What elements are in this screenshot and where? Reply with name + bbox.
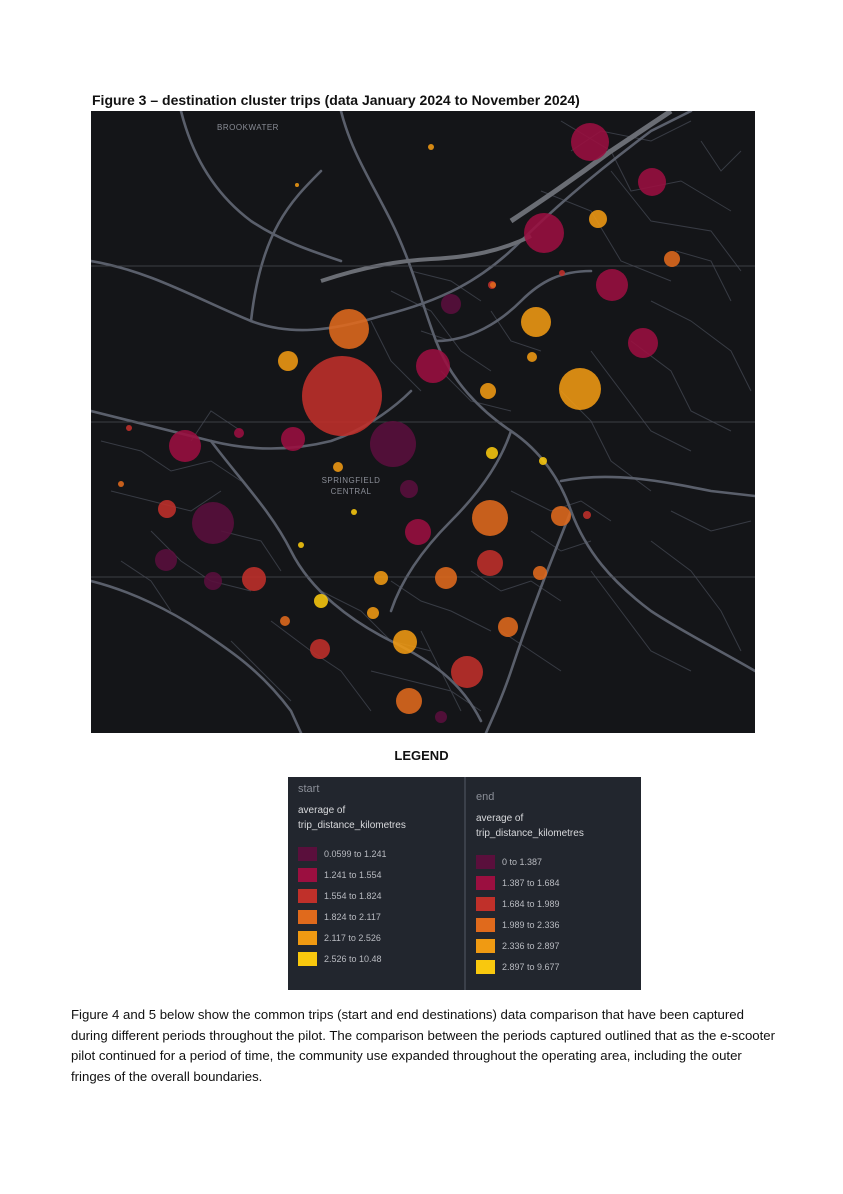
cluster-bubble[interactable] [126,425,132,431]
legend-swatch [476,918,495,932]
legend-start-row [298,843,454,864]
cluster-bubble[interactable] [158,500,176,518]
legend-end-subtitle: average of trip_distance_kilometres [476,813,584,839]
legend-range: 2.897 to 9.677 [502,961,560,972]
cluster-bubble[interactable] [367,607,379,619]
legend-range: 1.989 to 2.336 [502,919,560,930]
legend-range: 1.684 to 1.989 [502,898,560,909]
cluster-bubble[interactable] [441,294,461,314]
cluster-bubble[interactable] [551,506,571,526]
legend-start-row [298,906,454,927]
cluster-bubble[interactable] [370,421,416,467]
cluster-bubble[interactable] [524,213,564,253]
cluster-bubble[interactable] [486,447,498,459]
body-paragraph: Figure 4 and 5 below show the common trips (start and end destinations) data comparison that have been captured during different periods throughout the pilot. The comparison between the periods captured outlined that as the e-scooter pilot continued for a period of time, the community use expanded throughout the operating area, including the outer fringes of the overall boundaries. [71,1007,776,1084]
cluster-bubble[interactable] [664,251,680,267]
legend-start-row [298,927,454,948]
cluster-bubble[interactable] [583,511,591,519]
legend-swatch [476,876,495,890]
cluster-bubble[interactable] [393,630,417,654]
cluster-bubble[interactable] [118,481,124,487]
legend-swatch [476,939,495,953]
map-label-brookwater: BROOKWATER [217,123,279,132]
cluster-bubble[interactable] [435,567,457,589]
legend-range: 2.117 to 2.526 [324,932,381,943]
cluster-bubble[interactable] [596,269,628,301]
legend-end-row [476,956,630,977]
cluster-bubble[interactable] [571,123,609,161]
map-label-springfield: SPRINGFIELD CENTRAL [321,476,381,496]
cluster-bubble[interactable] [234,428,244,438]
cluster-bubble[interactable] [435,711,447,723]
cluster-bubble[interactable] [374,571,388,585]
legend-swatch [298,931,317,945]
cluster-bubble[interactable] [155,549,177,571]
cluster-bubble[interactable] [428,144,434,150]
cluster-bubble[interactable] [242,567,266,591]
legend-start-subtitle: average of trip_distance_kilometres [298,805,406,831]
legend-swatch [476,897,495,911]
legend-end-row [476,872,630,893]
cluster-bubble[interactable] [400,480,418,498]
legend-swatch [298,868,317,882]
cluster-bubble[interactable] [589,210,607,228]
legend-swatch [298,847,317,861]
cluster-bubble[interactable] [498,617,518,637]
legend-start-row [298,948,454,969]
cluster-bubble[interactable] [204,572,222,590]
cluster-bubble[interactable] [329,309,369,349]
legend-end-panel [464,777,640,990]
cluster-bubble[interactable] [351,509,357,515]
cluster-bubble[interactable] [527,352,537,362]
cluster-bubble[interactable] [405,519,431,545]
legend-end-title: end [476,791,495,803]
legend-range: 2.526 to 10.48 [324,953,382,964]
cluster-bubble[interactable] [278,351,298,371]
legend-end-row [476,851,630,872]
legend-start-row [298,864,454,885]
legend-box [288,777,641,990]
cluster-bubble[interactable] [533,566,547,580]
minor-roads [101,121,751,711]
cluster-bubble[interactable] [472,500,508,536]
map-canvas [91,111,755,733]
cluster-bubble[interactable] [416,349,450,383]
cluster-bubble[interactable] [298,542,304,548]
cluster-bubble[interactable] [539,457,547,465]
legend-swatch [476,960,495,974]
legend-swatch [298,910,317,924]
legend-heading: LEGEND [394,748,449,763]
cluster-map[interactable] [91,111,755,733]
legend-range: 2.336 to 2.897 [502,940,560,951]
cluster-bubble[interactable] [314,594,328,608]
cluster-bubble[interactable] [521,307,551,337]
legend-range: 1.241 to 1.554 [324,869,382,880]
legend-end-row [476,893,630,914]
legend-swatch [298,952,317,966]
cluster-bubble[interactable] [451,656,483,688]
cluster-bubble[interactable] [628,328,658,358]
cluster-bubble[interactable] [477,550,503,576]
cluster-bubble[interactable] [295,183,299,187]
cluster-bubble[interactable] [302,356,382,436]
legend-start-title: start [298,783,320,795]
figure-title: Figure 3 – destination cluster trips (data January 2024 to November 2024) [92,92,580,108]
cluster-bubble[interactable] [333,462,343,472]
cluster-bubble[interactable] [192,502,234,544]
legend-start-panel [288,777,464,990]
legend-range: 0.0599 to 1.241 [324,848,387,859]
cluster-bubble[interactable] [638,168,666,196]
legend-end-row [476,935,630,956]
legend-end-rows [476,851,630,977]
legend-swatch [476,855,495,869]
cluster-bubble[interactable] [559,270,565,276]
legend-start-rows [298,843,454,969]
cluster-bubble[interactable] [310,639,330,659]
cluster-bubble[interactable] [281,427,305,451]
cluster-bubble[interactable] [169,430,201,462]
cluster-bubble[interactable] [559,368,601,410]
legend-range: 0 to 1.387 [502,856,543,867]
cluster-bubble[interactable] [480,383,496,399]
legend-start-row [298,885,454,906]
legend-range: 1.554 to 1.824 [324,890,382,901]
legend-swatch [298,889,317,903]
cluster-bubble[interactable] [280,616,290,626]
cluster-bubble[interactable] [490,282,496,288]
cluster-bubble[interactable] [396,688,422,714]
legend-range: 1.824 to 2.117 [324,911,381,922]
legend-end-row [476,914,630,935]
legend-range: 1.387 to 1.684 [502,877,560,888]
